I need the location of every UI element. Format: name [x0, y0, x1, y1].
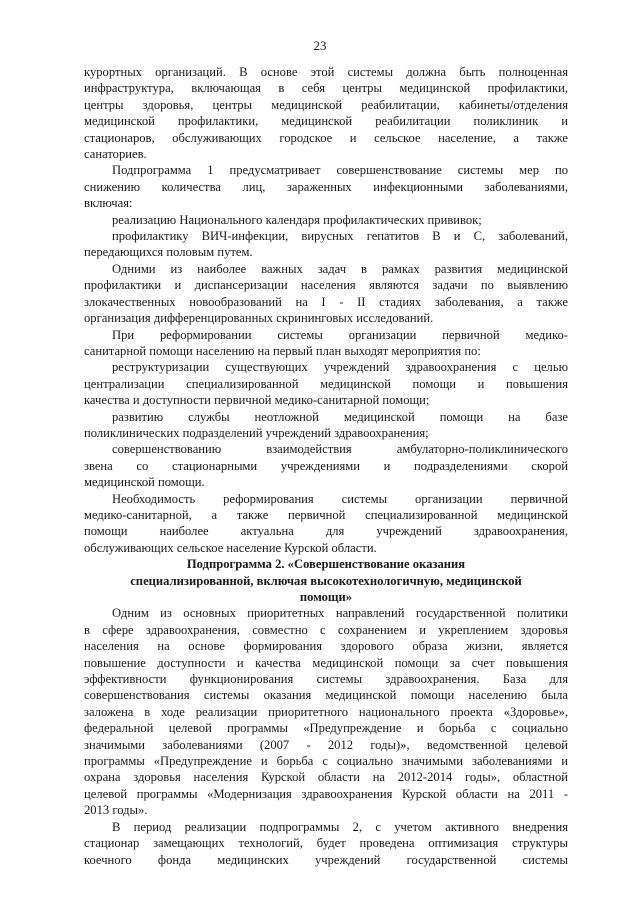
text-line: курортных организаций. В основе этой системы должна быть полноценная	[84, 65, 568, 79]
text-line: стационар замещающих технологий, будет проведена оптимизация структуры	[84, 836, 568, 851]
text-line: звена со стационарными учреждениями и подразделениями скорой	[84, 458, 568, 473]
text-line: охрана здоровья населения Курской области на 2012-2014 годы», областной	[84, 770, 568, 785]
section-heading-line: помощи»	[299, 590, 353, 604]
text-line: в сфере здравоохранения, совместно с сохранением и укреплением здоровья	[84, 622, 568, 637]
text-line: реализацию Национального календаря профилактических прививок;	[112, 212, 482, 227]
text-line: Подпрограмма 1 предусматривает совершенствование системы мер по	[112, 163, 568, 178]
text-line: включая:	[84, 196, 133, 211]
text-line: обслуживающих сельское население Курской области.	[84, 540, 377, 555]
text-line: Необходимость реформирования системы организации первичной	[112, 491, 568, 506]
text-line: организация дифференцированных скрининговых исследований.	[84, 311, 434, 326]
text-line: Одними из наиболее важных задач в рамках развития медицинской	[112, 261, 568, 276]
text-line: значимыми заболеваниями (2007 - 2012 годы)», ведомственной целевой	[84, 737, 568, 752]
text-line: коечного фонда медицинских учреждений государственной системы	[84, 852, 568, 867]
text-line: 2013 годы».	[84, 803, 148, 818]
text-line: помощи наиболее актуальна для учреждений здравоохранения,	[84, 524, 568, 539]
text-line: центры здоровья, центры медицинской реабилитации, кабинеты/отделения	[84, 97, 568, 112]
text-line: профилактику ВИЧ-инфекции, вирусных гепатитов В и С, заболеваний,	[112, 229, 568, 244]
text-line: передающихся половым путем.	[84, 245, 253, 260]
text-line: эффективности функционирования системы здравоохранения. База для	[84, 672, 568, 687]
section-heading-line: Подпрограмма 2. «Совершенствование оказания	[186, 557, 466, 572]
text-line: инфраструктура, включающая в себя центры медицинской профилактики,	[84, 81, 568, 96]
text-line: профилактики и диспансеризации населения являются задачи по выявлению	[84, 278, 568, 293]
section-heading-line: специализированной, включая высокотехнологичную, медицинской	[130, 573, 522, 588]
text-line: злокачественных новообразований на I - II стадиях заболевания, а также	[84, 294, 568, 309]
text-line: заложена в ходе реализации приоритетного национального проекта «Здоровье»,	[84, 704, 568, 719]
text-line: медицинской профилактики, медицинской реабилитации поликлиник и	[84, 114, 568, 129]
text-line: качества и доступности первичной медико-санитарной помощи;	[84, 393, 430, 408]
text-line: централизации специализированной медицинской помощи и повышения	[84, 376, 568, 391]
text-line: медико-санитарной, а также первичной специализированной медицинской	[84, 507, 568, 522]
text-line: реструктуризации существующих учреждений здравоохранения с целью	[112, 360, 568, 375]
text-line: стационаров, обслуживающих городское и сельское население, а также	[84, 130, 568, 145]
text-line: целевой программы «Модернизация здравоохранения Курской области на 2011 -	[84, 786, 568, 801]
text-line: повышение доступности и качества медицинской помощи за счет повышения	[84, 655, 568, 670]
text-line: В период реализации подпрограммы 2, с учетом активного внедрения	[112, 819, 568, 834]
text-line: снижению количества лиц, зараженных инфекционными заболеваниями,	[84, 179, 568, 194]
text-line: медицинской помощи.	[84, 475, 205, 490]
text-line: совершенствованию взаимодействия амбулаторно-поликлинического	[112, 442, 568, 457]
text-line: поликлинических подразделений учреждений здравоохранения;	[84, 425, 429, 440]
text-line: Одним из основных приоритетных направлений государственной политики	[112, 606, 568, 621]
text-line: совершенствования системы оказания медицинской помощи населению была	[84, 688, 568, 703]
text-line: санаториев.	[84, 147, 147, 162]
text-line: При реформировании системы организации первичной медико-	[112, 327, 568, 342]
page-number: 23	[313, 38, 327, 53]
text-line: развитию службы неотложной медицинской помощи на базе	[112, 409, 568, 424]
text-line: санитарной помощи населению на первый план выходят мероприятия по:	[84, 343, 481, 358]
text-line: населения на основе формирования здорового образа жизни, является	[84, 639, 568, 654]
document-body	[84, 64, 568, 868]
text-line: программы «Предупреждение и борьба с социально значимыми заболеваниями и	[84, 754, 568, 769]
text-line: федеральной целевой программы «Предупреждение и борьба с социально	[84, 721, 568, 736]
